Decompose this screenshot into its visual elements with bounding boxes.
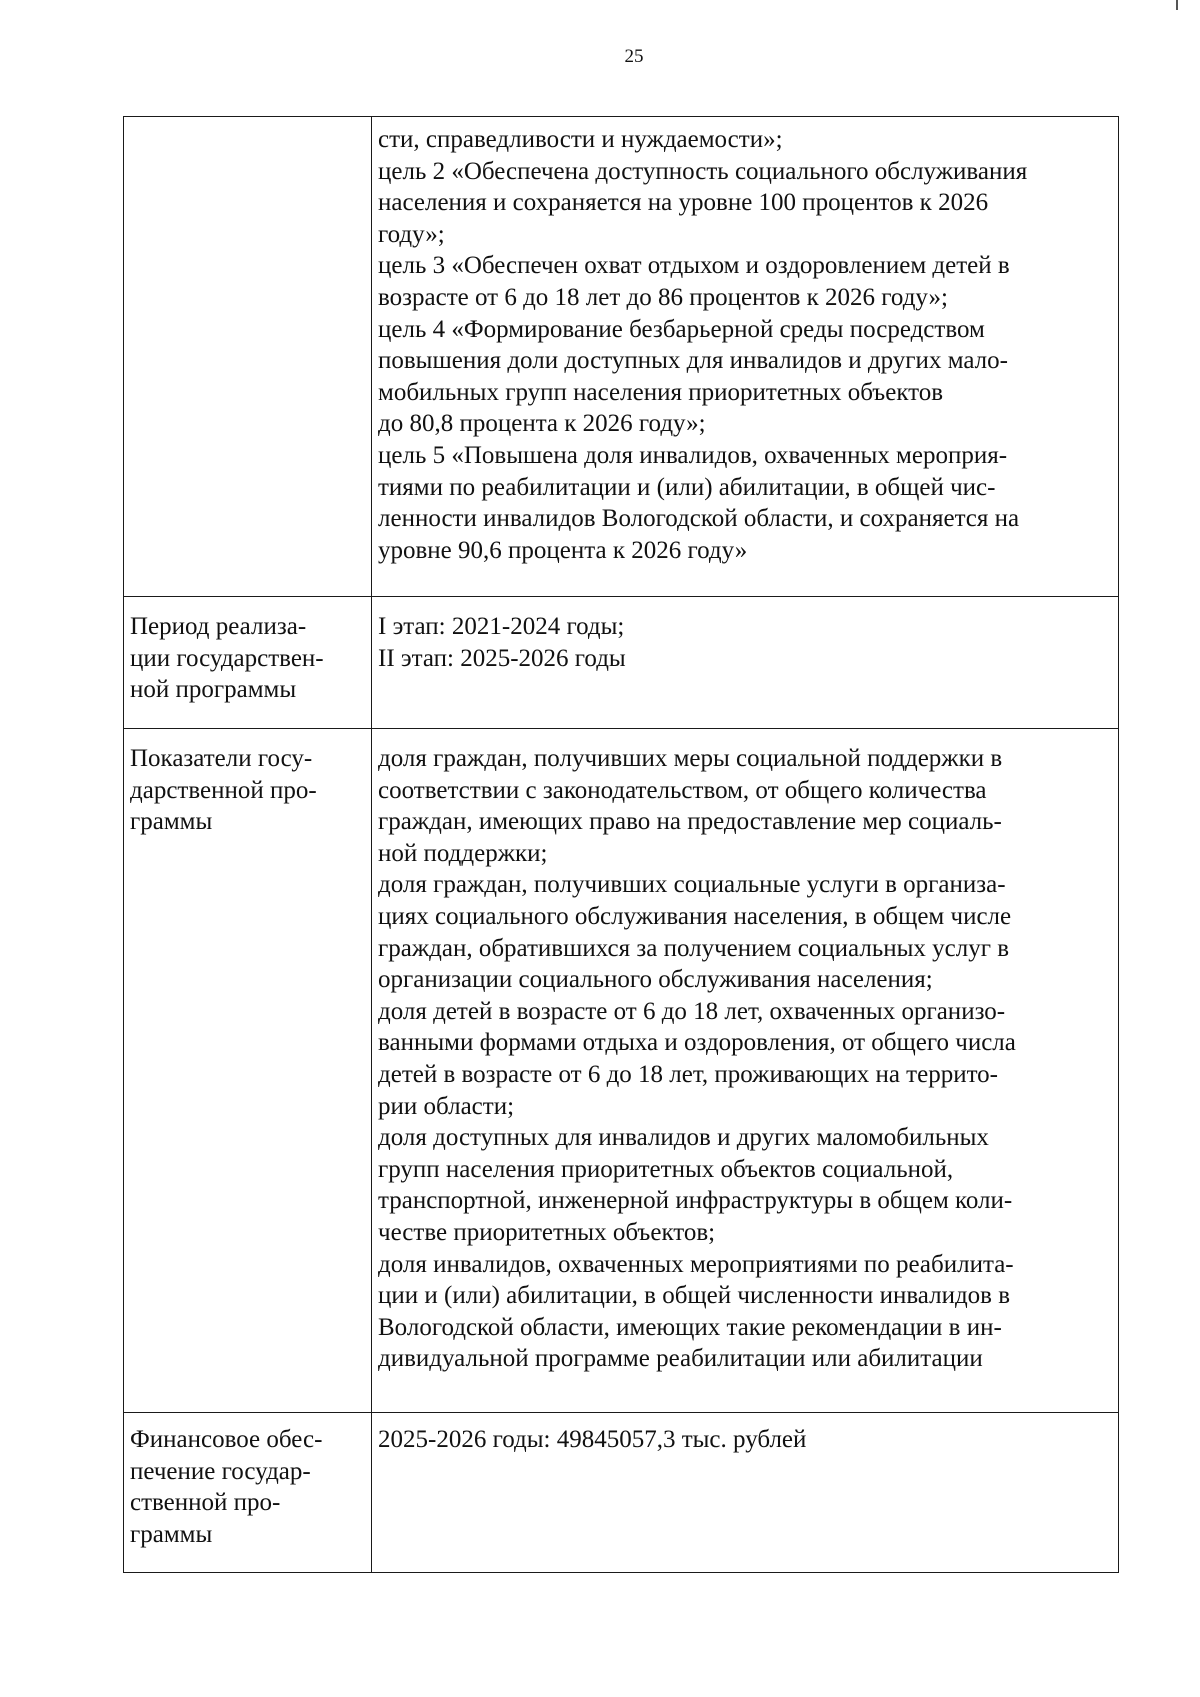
period-value-line: I этап: 2021-2024 годы; [378, 613, 625, 640]
financing-label-line: ственной про- [130, 1489, 281, 1517]
goals-line: повышения доли доступных для инвалидов и других мало- [378, 347, 1008, 375]
goals-line: до 80,8 процента к 2026 году»; [378, 410, 706, 438]
period-label-line: ции государствен- [130, 644, 324, 672]
goals-line: цель 3 «Обеспечен охват отдыхом и оздоровлением детей в [378, 252, 1010, 280]
financing-label-line: Финансовое обес- [130, 1426, 323, 1453]
indicators-line: ванными формами отдыха и оздоровления, от общего числа [378, 1029, 1016, 1057]
indicators-row [124, 729, 1119, 1413]
goals-line: возрасте от 6 до 18 лет до 86 процентов к 2026 году»; [378, 283, 948, 311]
indicators-label-cell [124, 729, 372, 1413]
goals-line: тиями по реабилитации и (или) абилитации, в общей чис- [378, 473, 996, 501]
goals-line: сти, справедливости и нуждаемости»; [378, 126, 783, 153]
indicators-value-cell [372, 729, 1119, 1413]
indicators-line: честве приоритетных объектов; [378, 1218, 716, 1246]
indicators-line: доля детей в возрасте от 6 до 18 лет, охваченных организо- [378, 997, 1006, 1025]
indicators-line: групп населения приоритетных объектов социальной, [378, 1155, 954, 1183]
goals-row [124, 117, 1119, 597]
indicators-line: детей в возрасте от 6 до 18 лет, проживающих на террито- [378, 1060, 999, 1088]
program-passport-table [123, 116, 1119, 1573]
indicators-line: рии области; [378, 1092, 515, 1120]
indicators-line: циях социального обслуживания населения, в общем числе [378, 902, 1012, 930]
period-row [124, 597, 1119, 729]
indicators-line: доля граждан, получивших социальные услуги в организа- [378, 871, 1006, 899]
indicators-label-line: граммы [130, 808, 213, 836]
financing-row [124, 1413, 1119, 1573]
financing-label-line: печение государ- [130, 1457, 311, 1485]
period-label-line: ной программы [130, 676, 297, 704]
indicators-line: доля граждан, получивших меры социальной поддержки в [378, 745, 1003, 772]
financing-label-line: граммы [130, 1520, 213, 1548]
indicators-line: организации социального обслуживания населения; [378, 966, 933, 994]
indicators-line: ной поддержки; [378, 839, 548, 867]
indicators-line: доля доступных для инвалидов и других маломобильных [378, 1124, 989, 1152]
goals-line: населения и сохраняется на уровне 100 процентов к 2026 [378, 189, 989, 217]
period-label-cell [124, 597, 372, 729]
goals-line: цель 5 «Повышена доля инвалидов, охваченных мероприя- [378, 441, 1008, 469]
period-value-line: II этап: 2025-2026 годы [378, 644, 626, 672]
goals-label-cell [124, 117, 372, 597]
page-number: 25 [624, 46, 644, 67]
indicators-line: доля инвалидов, охваченных мероприятиями по реабилита- [378, 1250, 1014, 1278]
goals-value-cell [372, 117, 1119, 597]
scan-mark [1176, 0, 1178, 10]
goals-line: цель 2 «Обеспечена доступность социального обслуживания [378, 157, 1028, 185]
indicators-line: граждан, имеющих право на предоставление мер социаль- [378, 808, 1002, 836]
goals-line: уровне 90,6 процента к 2026 году» [378, 536, 748, 564]
period-label-line: Период реализа- [130, 613, 307, 640]
indicators-label-line: Показатели госу- [130, 745, 313, 772]
indicators-label-line: дарственной про- [130, 776, 317, 804]
financing-label-cell [124, 1413, 372, 1573]
financing-value-cell [372, 1413, 1119, 1573]
goals-line: цель 4 «Формирование безбарьерной среды посредством [378, 315, 985, 343]
period-value-cell [372, 597, 1119, 729]
indicators-line: граждан, обратившихся за получением социальных услуг в [378, 934, 1010, 962]
indicators-line: соответствии с законодательством, от общего количества [378, 776, 987, 804]
indicators-line: Вологодской области, имеющих такие рекомендации в ин- [378, 1313, 1002, 1341]
goals-line: ленности инвалидов Вологодской области, и сохраняется на [378, 505, 1020, 533]
goals-line: году»; [378, 220, 445, 248]
goals-line: мобильных групп населения приоритетных объектов [378, 378, 944, 406]
indicators-line: ции и (или) абилитации, в общей численности инвалидов в [378, 1282, 1011, 1310]
financing-value-line: 2025-2026 годы: 49845057,3 тыс. рублей [378, 1426, 807, 1453]
indicators-line: транспортной, инженерной инфраструктуры в общем коли- [378, 1187, 1013, 1215]
indicators-line: дивидуальной программе реабилитации или абилитации [378, 1345, 983, 1373]
